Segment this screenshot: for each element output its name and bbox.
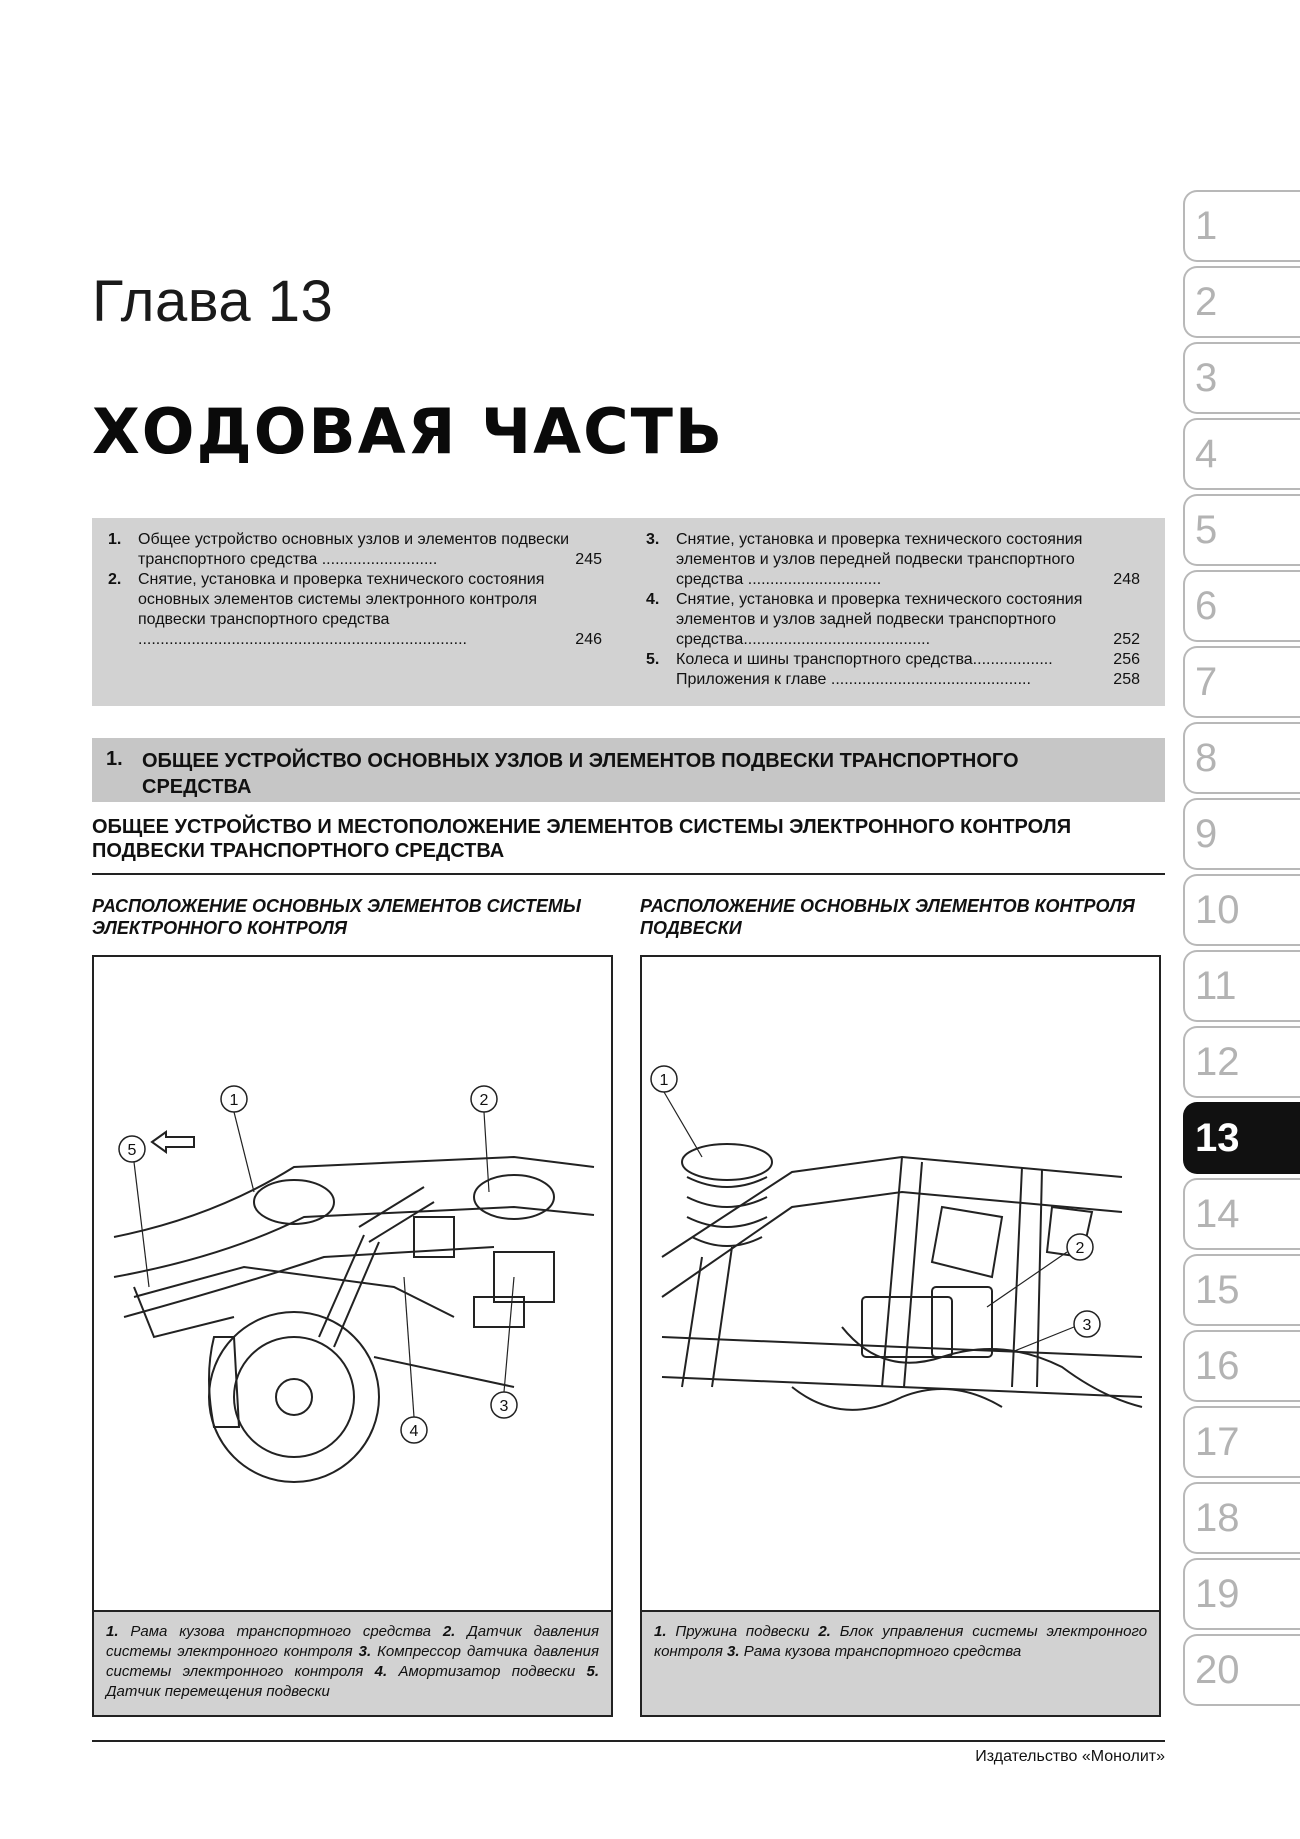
- callout-label: 2: [479, 1092, 489, 1109]
- footer-divider: [92, 1740, 1165, 1742]
- toc-item-number: 5.: [646, 651, 660, 668]
- chapter-tab-16[interactable]: 16: [1183, 1330, 1300, 1402]
- callout-2: [471, 1086, 497, 1112]
- toc-item-page: 256: [1113, 651, 1140, 668]
- chapter-tab-18[interactable]: 18: [1183, 1482, 1300, 1554]
- toc-item-text: Приложения к главе .............................................: [676, 671, 1031, 688]
- chapter-tab-2[interactable]: 2: [1183, 266, 1300, 338]
- callout-4: [401, 1417, 427, 1443]
- suspension-diagram-left: [94, 957, 611, 1607]
- chapter-tab-4[interactable]: 4: [1183, 418, 1300, 490]
- figure-left: [92, 955, 613, 1717]
- table-of-contents: [92, 518, 1165, 706]
- legend-text: Пружина подвески: [675, 1623, 810, 1640]
- callout-label: 1: [229, 1092, 239, 1109]
- toc-item-page: 252: [1113, 631, 1140, 648]
- callout-label: 1: [659, 1072, 669, 1089]
- toc-item-page: 248: [1113, 571, 1140, 588]
- toc-item-text: Снятие, установка и проверка технического состояния основных элементов системы электронного контроля подвески транспортного средства ..........................................................................: [138, 571, 545, 648]
- toc-item-number: 1.: [108, 531, 122, 548]
- toc-item[interactable]: [102, 530, 602, 570]
- legend-number: 4.: [374, 1663, 388, 1680]
- chapter-tab-3[interactable]: 3: [1183, 342, 1300, 414]
- figure-legend-left: [94, 1610, 611, 1715]
- toc-item-page: 245: [575, 551, 602, 568]
- callout-label: 3: [499, 1398, 509, 1415]
- legend-number: 5.: [586, 1663, 600, 1680]
- callout-1: [221, 1086, 247, 1112]
- legend-number: 2.: [818, 1623, 831, 1640]
- figure-legend-right: [642, 1610, 1159, 1715]
- chapter-tab-13[interactable]: 13: [1183, 1102, 1300, 1174]
- toc-item-text: Общее устройство основных узлов и элементов подвески транспортного средства ..........................: [138, 531, 569, 568]
- chapter-title: ХОДОВАЯ ЧАСТЬ: [92, 395, 725, 468]
- toc-item-number: 4.: [646, 591, 660, 608]
- callout-label: 4: [409, 1423, 419, 1440]
- chapter-tab-19[interactable]: 19: [1183, 1558, 1300, 1630]
- figure-caption-right: РАСПОЛОЖЕНИЕ ОСНОВНЫХ ЭЛЕМЕНТОВ КОНТРОЛЯ ПОДВЕСКИ: [640, 896, 1135, 938]
- legend-number: 1.: [654, 1623, 667, 1640]
- chapter-tab-8[interactable]: 8: [1183, 722, 1300, 794]
- toc-item-number: 3.: [646, 531, 660, 548]
- chapter-tab-10[interactable]: 10: [1183, 874, 1300, 946]
- legend-text: Рама кузова транспортного средства: [743, 1643, 1022, 1660]
- toc-item[interactable]: [640, 650, 1140, 670]
- toc-item[interactable]: [640, 530, 1140, 590]
- toc-item[interactable]: [102, 570, 602, 650]
- toc-item-page: 258: [1113, 671, 1140, 688]
- toc-item[interactable]: [640, 670, 1140, 690]
- legend-number: 3.: [727, 1643, 740, 1660]
- suspension-diagram-right: [642, 957, 1159, 1607]
- toc-item-text: Снятие, установка и проверка технического состояния элементов и узлов передней подвески транспортного средства ..............................: [676, 531, 1083, 588]
- figure-caption-left: РАСПОЛОЖЕНИЕ ОСНОВНЫХ ЭЛЕМЕНТОВ СИСТЕМЫ ЭЛЕКТРОННОГО КОНТРОЛЯ: [92, 896, 581, 938]
- callout-5: [119, 1136, 145, 1162]
- section-header: [92, 738, 1165, 802]
- toc-item-text: Снятие, установка и проверка технического состояния элементов и узлов задней подвески транспортного средства..........................................: [676, 591, 1083, 648]
- chapter-tab-1[interactable]: 1: [1183, 190, 1300, 262]
- callout-lines: [664, 1092, 1074, 1352]
- callout-label: 2: [1075, 1240, 1085, 1257]
- subsection-title: ОБЩЕЕ УСТРОЙСТВО И МЕСТОПОЛОЖЕНИЕ ЭЛЕМЕНТОВ СИСТЕМЫ ЭЛЕКТРОННОГО КОНТРОЛЯ ПОДВЕСКИ ТРАНСПОРТНОГО СРЕДСТВА: [92, 815, 1165, 875]
- chapter-tab-17[interactable]: 17: [1183, 1406, 1300, 1478]
- chapter-label: Глава 13: [92, 269, 334, 334]
- legend-text: Блок управления системы электронного контроля: [654, 1623, 1148, 1660]
- figure-right: [640, 955, 1161, 1717]
- chapter-tab-6[interactable]: 6: [1183, 570, 1300, 642]
- chapter-tab-14[interactable]: 14: [1183, 1178, 1300, 1250]
- callout-3: [1074, 1311, 1100, 1337]
- chapter-tab-5[interactable]: 5: [1183, 494, 1300, 566]
- toc-column-left: [102, 530, 602, 650]
- legend-number: 3.: [358, 1643, 372, 1660]
- chapter-tab-20[interactable]: 20: [1183, 1634, 1300, 1706]
- callout-label: 5: [127, 1142, 137, 1159]
- toc-item-page: 246: [575, 631, 602, 648]
- chapter-tab-9[interactable]: 9: [1183, 798, 1300, 870]
- callout-2: [1067, 1234, 1093, 1260]
- toc-item[interactable]: [640, 590, 1140, 650]
- chapter-tab-11[interactable]: 11: [1183, 950, 1300, 1022]
- toc-item-text: Колеса и шины транспортного средства..................: [676, 651, 1053, 668]
- legend-number: 1.: [106, 1623, 119, 1640]
- callout-1: [651, 1066, 677, 1092]
- legend-text: Рама кузова транспортного средства: [130, 1623, 431, 1640]
- legend-text: Компрессор датчика давления системы электронного контроля: [106, 1643, 599, 1680]
- chapter-tab-12[interactable]: 12: [1183, 1026, 1300, 1098]
- legend-text: Амортизатор подвески: [398, 1663, 576, 1680]
- section-number: 1.: [106, 748, 123, 770]
- chapter-tab-7[interactable]: 7: [1183, 646, 1300, 718]
- legend-text: Датчик давления системы электронного контроля: [106, 1623, 600, 1660]
- publisher-footer: Издательство «Монолит»: [975, 1748, 1165, 1765]
- toc-column-right: [640, 530, 1140, 690]
- section-title: ОБЩЕЕ УСТРОЙСТВО ОСНОВНЫХ УЗЛОВ И ЭЛЕМЕНТОВ ПОДВЕСКИ ТРАНСПОРТНОГО СРЕДСТВА: [142, 750, 1019, 798]
- legend-text: Датчик перемещения подвески: [106, 1683, 330, 1700]
- chapter-tab-15[interactable]: 15: [1183, 1254, 1300, 1326]
- callout-lines: [134, 1112, 514, 1417]
- toc-item-number: 2.: [108, 571, 122, 588]
- callout-3: [491, 1392, 517, 1418]
- legend-number: 2.: [442, 1623, 456, 1640]
- callout-label: 3: [1082, 1317, 1092, 1334]
